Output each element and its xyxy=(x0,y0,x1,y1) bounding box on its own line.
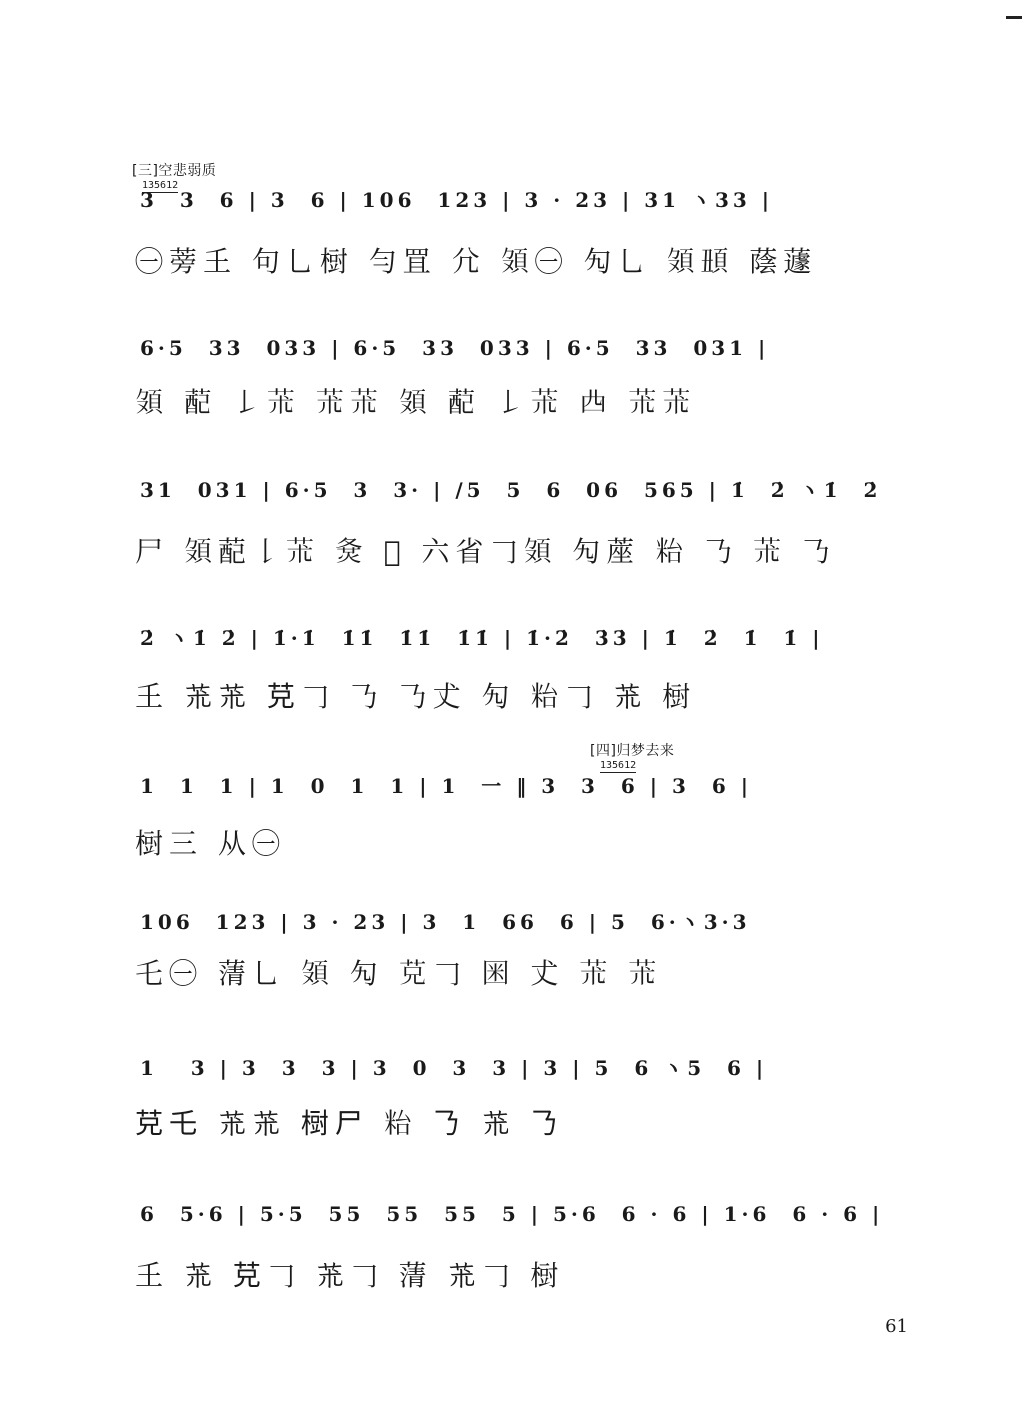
tablature-line-5: 𣗳三 从㊀ xyxy=(135,827,286,860)
notation-line-7: 1 3 | 3 3 3 | 3 0 3 3 | 3 | 5 6 ヽ5 6 | xyxy=(140,1056,768,1080)
section-title-3: [三]空悲弱质 xyxy=(132,163,217,179)
tablature-line-1: ㊀蒡𡈼 句乚𣗳 勻罝 𡯂 𩑦㊀ 勼乚 𩑦𩑧 蔭蘧 xyxy=(135,245,818,278)
tablature-line-6: 乇㊀ 蔳乚 𩑦 勼 𦬺𠃌 𡇒 𠀋 𦬸 𦬸 xyxy=(135,957,663,990)
tablature-line-8: 𡈼 𦬸 𦬺𠃌 𦬸𠃌 蔳 𦬸𠃌 𣗳 xyxy=(135,1259,565,1292)
notation-line-5: 1 1 1 | 1 0 1 1 | 1 一 ‖ 3 3 6 | 3 6 | xyxy=(140,774,753,798)
tablature-line-4: 𡈼 𦬸𦬸 𦬺𠃌 𠄎 𠄎𠀋 勼 𥹋𠃌 𦬸 𣗳 xyxy=(135,680,697,713)
notation-line-4: 2̇ ヽ1̇ 2̇ | 1̇·1̇ 1̇1̇ 1̇1̇ 1̇1̇ | 1̇·2̇ 3̇3̇ | 1̇ 2̇ 1̇ 1̇ | xyxy=(140,626,824,650)
notation-line-1: 3 3 6 | 3 6 | 106 123 | 3 · 23 | 31 ヽ33 | xyxy=(140,188,774,212)
tablature-line-7: 𦬺乇 𦬸𦬸 𣗳尸 𥹋 𠄎 𦬸 𠄎 xyxy=(135,1107,565,1140)
grace-note-figure-3: 135612 xyxy=(142,180,179,191)
notation-line-3: 31 031 | 6·5 3 3· | ∕5 5 6 06 565 | 1̇ 2̇ ヽ1̇ 2̇ xyxy=(140,478,882,502)
tablature-line-3: 尸 𩑦蓜𠄌𦬸 𡕛 𠀌 六省𠃌𩑦 勼蓙 𥹋 𠄎 𦬸 𠄎 xyxy=(135,535,836,568)
tablature-line-2: 𩑦 蓜 𠄌𦬸 𦬸𦬸 𩑦 蓜 𠄌𦬸 𠁤 𦬸𦬸 xyxy=(135,386,697,419)
notation-line-6: 106 123 | 3 · 23 | 3 1 66 6 | 5 6·ヽ3·3 xyxy=(140,910,751,934)
notation-line-2: 6·5 33 033 | 6·5 33 033 | 6·5 33 031 | xyxy=(140,336,770,360)
section-title-4: [四]归梦去来 xyxy=(590,743,675,759)
grace-note-figure-4: 135612 xyxy=(600,760,637,771)
page-edge-mark xyxy=(1006,16,1022,19)
page-number: 61 xyxy=(885,1316,908,1337)
notation-line-8: 6 5·6 | 5·5 55 55 55 5 | 5·6 6 · 6 | 1·6 6 · 6 | xyxy=(140,1202,884,1226)
